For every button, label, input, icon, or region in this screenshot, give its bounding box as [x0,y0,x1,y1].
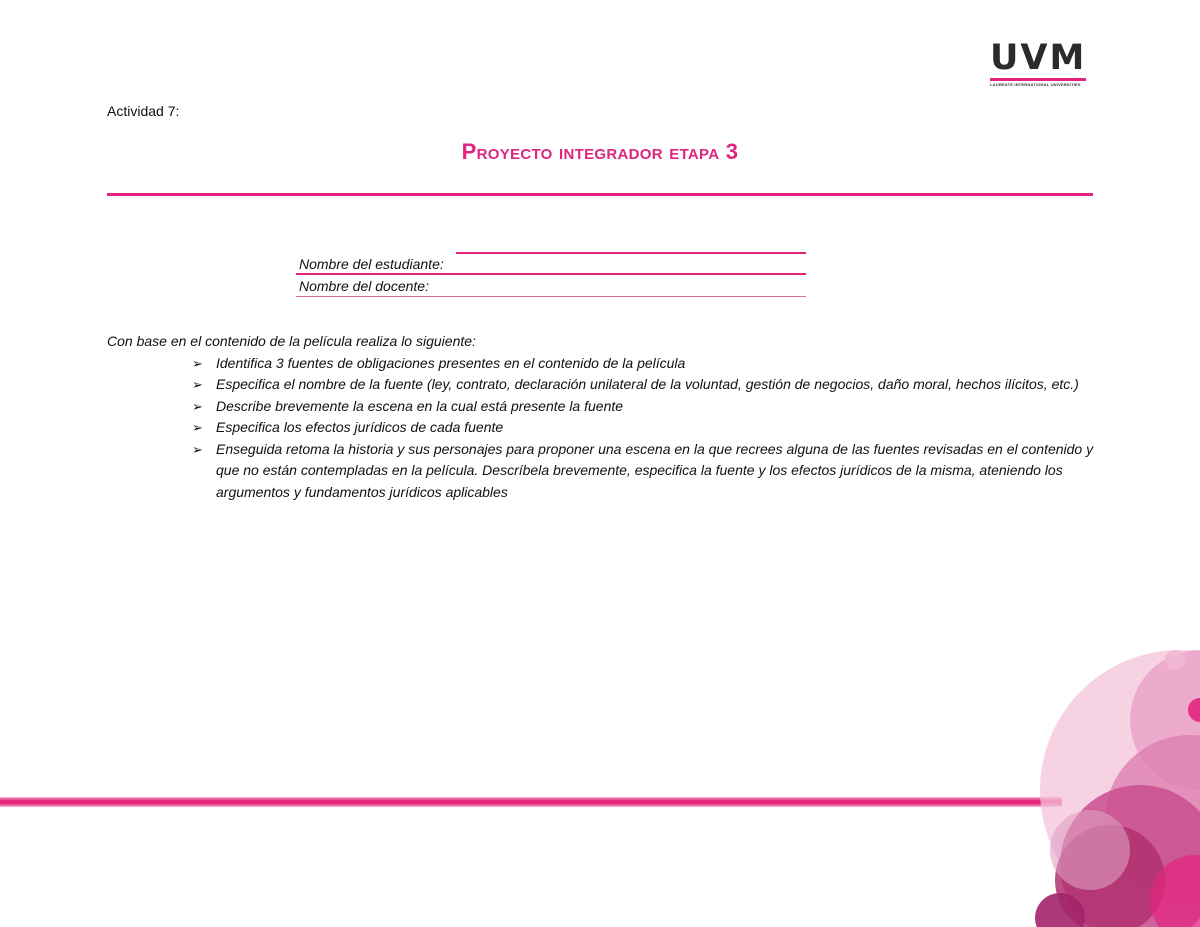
task-text: Describe brevemente la escena en la cual está presente la fuente [216,397,624,414]
task-text: Especifica el nombre de la fuente (ley, contrato, declaración unilateral de la voluntad, gestión de negocios, daño moral, hechos ilícitos, etc.) [216,376,1079,392]
arrow-bullet-icon: ➢ [192,441,203,457]
list-item [192,396,1097,418]
teacher-name-field[interactable] [296,278,806,297]
list-item [192,353,1097,375]
decorative-circles [1000,600,1200,927]
arrow-bullet-icon: ➢ [192,355,203,371]
list-item [192,374,1097,396]
logo-subtext: LAUREATE INTERNATIONAL UNIVERSITIES [990,82,1081,87]
task-text: Enseguida retoma la historia y sus personajes para proponer una escena en la que recrees alguna de las fuentes revisadas en el contenido y que no están contempladas en la película. Descríbela brevemente, especifica la fuente y los efectos jurídicos de la misma, ateniendo los argumentos y fundamentos jurídicos aplicables [216,440,1094,500]
page-title: Proyecto integrador etapa 3 [461,139,739,164]
student-name-field[interactable] [296,256,806,275]
activity-label: Actividad 7: [107,103,180,119]
logo-underline [990,78,1086,81]
instructions [107,331,1097,503]
student-name-label: Nombre del estudiante: [299,256,444,272]
list-item [192,439,1097,504]
form-top-line [456,252,806,254]
arrow-bullet-icon: ➢ [192,420,203,435]
task-text: Especifica los efectos jurídicos de cada fuente [216,419,504,435]
arrow-bullet-icon: ➢ [192,377,203,392]
teacher-name-label: Nombre del docente: [299,278,429,294]
bottom-decorative-band [0,797,1062,807]
task-list [107,353,1097,504]
uvm-logo [990,40,1090,86]
task-text: Identifica 3 fuentes de obligaciones presentes en el contenido de la película [216,354,686,371]
logo-text: UVM [990,38,1087,78]
title-divider [107,193,1093,196]
instructions-intro: Con base en el contenido de la película realiza lo siguiente: [107,333,476,349]
arrow-bullet-icon: ➢ [192,398,203,414]
list-item [192,417,1097,439]
